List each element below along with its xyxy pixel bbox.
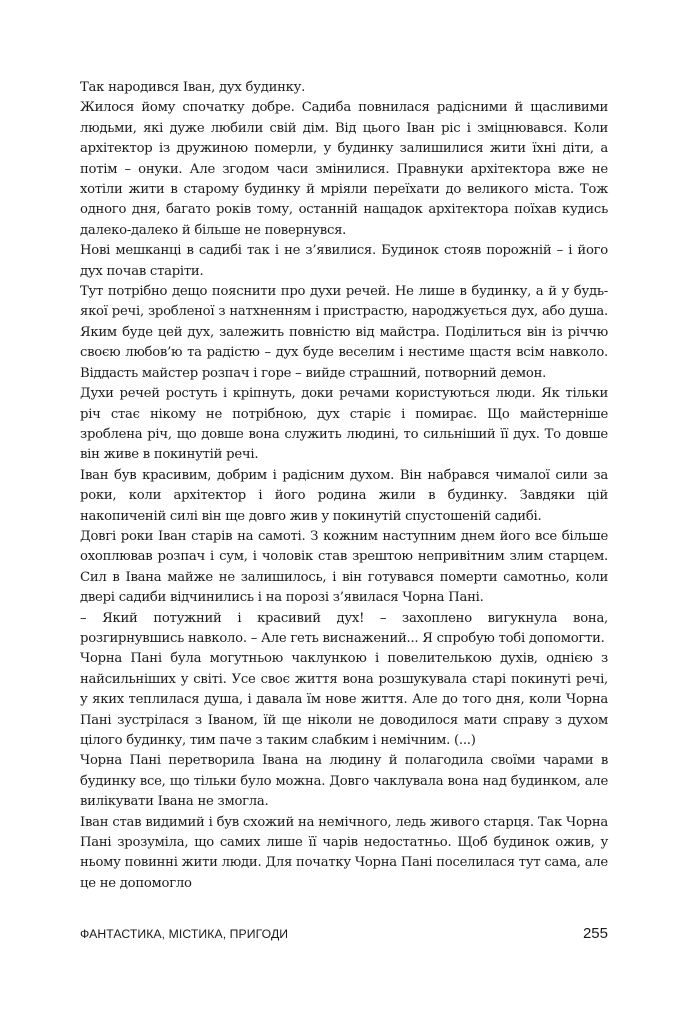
paragraph: Духи речей ростуть і кріпнуть, доки речами користуються люди. Як тільки річ стає нікому не потрібною, дух старіє і помирає. Що майстерніше зроблена річ, що довше вона служить людині, то сильніший її дух. То довше він живе в покинутій речі. [80, 386, 608, 463]
paragraph: Іван був красивим, добрим і радісним духом. Він набрався чималої сили за роки, коли архітектор і його родина жили в будинку. Завдяки цій накопиченій силі він ще довго жив у покинутій спустошеній садибі. [80, 467, 608, 524]
paragraph: Так народився Іван, дух будинку. [80, 80, 306, 95]
paragraph: Тут потрібно дещо пояснити про духи речей. Не лише в будинку, а й у будь-якої речі, зробленої з натхненням і пристрастю, народжується дух, або душа. Яким буде цей дух, залежить повністю від майстра. Поділиться він із річчю своєю любов’ю та радістю – дух буде веселим і нестиме щастя всім навколо. Віддасть майстер розпач і горе – вийде страшний, потворний демон. [80, 284, 608, 381]
paragraph: Іван став видимий і був схожий на немічного, ледь живого старця. Так Чорна Пані зрозуміла, що самих лише її чарів недостатньо. Щоб будинок ожив, у ньому повинні жити люди. Для початку Чорна Пані поселилася тут сама, але це не допомогло [80, 814, 608, 891]
paragraph: Жилося йому спочатку добре. Садиба повнилася радісними й щасливими людьми, які дуже любили свій дім. Від цього Іван ріс і зміцнювався. Коли архітектор із дружиною померли, у будинку залишилися жити їхні діти, а потім – онуки. Але згодом часи змінилися. Правнуки архітектора вже не хотіли жити в старому будинку й мріяли переїхати до великого міста. Тож одного дня, багато років тому, останній нащадок архітектора поїхав кудись далеко-далеко й більше не повернувся. [80, 100, 608, 238]
paragraph: Чорна Пані була могутньою чаклункою і повелителькою духів, однією з найсильніших у світі. Усе своє життя вона розшукувала старі покинуті речі, у яких теплилася душа, і давала їм нове життя. Але до того дня, коли Чорна Пані зустрілася з Іваном, їй ще ніколи не доводилося мати справу з духом цілого будинку, тим паче з таким слабким і немічним. (...) [80, 651, 608, 748]
page-body [80, 78, 608, 894]
paragraph: Чорна Пані перетворила Івана на людину й полагодила своїми чарами в будинку все, що тільки було можна. Довго чаклувала вона над будинком, але вилікувати Івана не змогла. [80, 753, 608, 810]
section-title: ФАНТАСТИКА, МІСТИКА, ПРИГОДИ [80, 927, 289, 941]
paragraph: – Який потужний і красивий дух! – захоплено вигукнула вона, розгирнувшись навколо. – Але геть виснажений... Я спробую тобі допомогти. [80, 610, 608, 646]
paragraph: Нові мешканці в садибі так і не з’явилися. Будинок стояв порожній – і його дух почав старіти. [80, 243, 608, 279]
page-number: 255 [582, 925, 608, 942]
paragraph: Довгі роки Іван старів на самоті. З кожним наступним днем його все більше охоплював розпач і сум, і чоловік став зрештою непривітним злим старцем. Сил в Івана майже не залишилось, і він готувався померти самотньо, коли двері садиби відчинились і на порозі з’явилася Чорна Пані. [80, 528, 608, 606]
page-footer [80, 927, 608, 947]
